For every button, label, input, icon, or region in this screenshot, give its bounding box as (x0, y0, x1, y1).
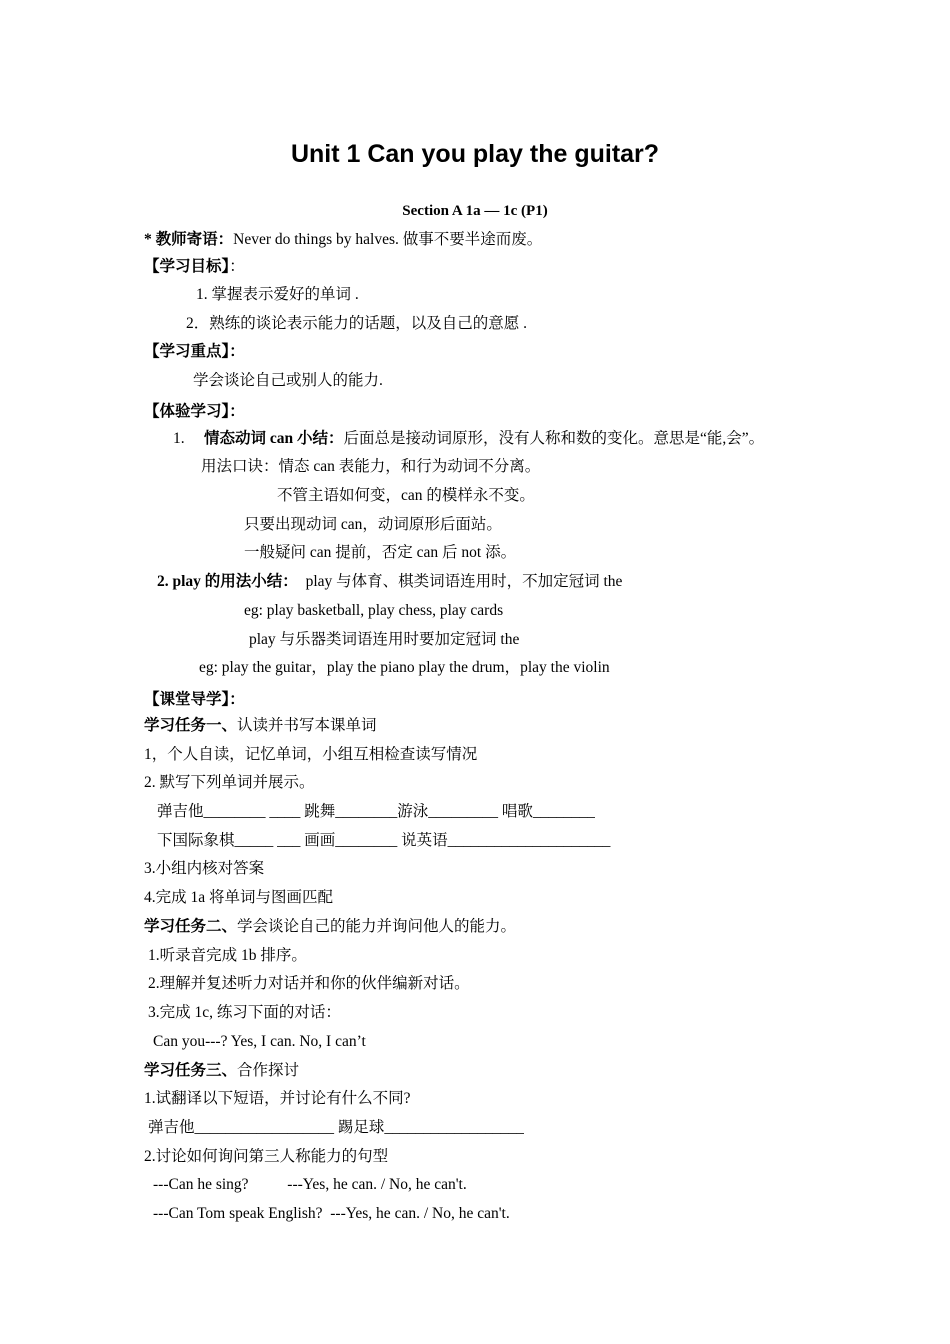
task2-line-1: 1.听录音完成 1b 排序。 (148, 947, 307, 964)
translate-blanks: 弹吉他__________________ 踢足球__________________ (148, 1119, 524, 1136)
task2-line-3: 3.完成 1c, 练习下面的对话： (148, 1004, 341, 1021)
rhyme-line-2: 不管主语如何变，can 的模样永不变。 (277, 487, 535, 504)
goals-heading-line (144, 257, 245, 277)
experience-heading: 【体验学习】： (144, 403, 245, 420)
task1-label: 学习任务一、 (144, 717, 238, 734)
task1-text: 认读并书写本课单词 (237, 717, 377, 734)
task1-heading (144, 716, 377, 736)
task3-label: 学习任务三、 (144, 1062, 238, 1079)
goals-heading-colon: ： (229, 258, 245, 275)
play-summary (157, 572, 622, 592)
play-rule-2: play 与乐器类词语连用时要加定冠词 the (249, 631, 520, 648)
modal-can-label: 情态动词 can 小结： (204, 430, 344, 447)
dialogue-line-1: ---Can he sing? ---Yes, he can. / No, he can't. (153, 1176, 467, 1193)
play-example-2: eg: play the guitar，play the piano play the drum，play the violin (199, 659, 610, 676)
play-example-1: eg: play basketball, play chess, play cards (244, 602, 504, 619)
task2-heading (144, 917, 516, 937)
vocab-blanks-1: 弹吉他________ ____ 跳舞________游泳_________ 唱歌________ (157, 803, 595, 820)
goals-heading: 【学习目标】 (144, 258, 230, 275)
task1-line-1: 1，个人自读，记忆单词，小组互相检查读写情况 (144, 746, 478, 763)
dialogue-line-2: ---Can Tom speak English? ---Yes, he can. / No, he can't. (153, 1205, 510, 1222)
goal-item-2: 2．熟练的谈论表示能力的话题，以及自己的意愿 . (186, 315, 528, 332)
vocab-blanks-2: 下国际象棋_____ ___ 画画________ 说英语_____________________ (157, 832, 611, 849)
task3-text: 合作探讨 (237, 1062, 300, 1079)
section-subtitle: Section A 1a — 1c (P1) (402, 203, 548, 219)
rhyme-line-4: 一般疑问 can 提前，否定 can 后 not 添。 (244, 544, 517, 561)
task2-line-2: 2.理解并复述听力对话并和你的伙伴编新对话。 (148, 975, 470, 992)
modal-can-number: 1. (173, 430, 185, 447)
play-summary-text: play 与体育、棋类词语连用时，不加定冠词 the (305, 573, 623, 590)
task2-text: 学会谈论自己的能力并询问他人的能力。 (237, 918, 517, 935)
page-title: Unit 1 Can you play the guitar? (290, 140, 660, 168)
play-summary-label: 2. play 的用法小结： (157, 573, 298, 590)
key-points-heading: 【学习重点】： (144, 343, 245, 360)
modal-can-text: 后面总是接动词原形，没有人称和数的变化。意思是“能,会”。 (343, 430, 765, 447)
modal-can-summary (173, 429, 764, 449)
task1-line-2: 2. 默写下列单词并展示。 (144, 774, 315, 791)
task2-dialogue: Can you---? Yes, I can. No, I can’t (153, 1033, 366, 1050)
teacher-note-label: * 教师寄语： (144, 231, 234, 248)
classroom-heading: 【课堂导学】： (144, 691, 245, 708)
rhyme-line-1: 用法口诀：情态 can 表能力，和行为动词不分离。 (201, 458, 541, 475)
task3-heading (144, 1061, 299, 1081)
task1-line-6: 4.完成 1a 将单词与图画匹配 (144, 889, 334, 906)
task3-line-3: 2.讨论如何询问第三人称能力的句型 (144, 1148, 389, 1165)
rhyme-line-3: 只要出现动词 can，动词原形后面站。 (244, 516, 502, 533)
task1-line-5: 3.小组内核对答案 (144, 860, 265, 877)
task3-line-1: 1.试翻译以下短语，并讨论有什么不同? (144, 1090, 411, 1107)
key-points-text: 学会谈论自己或别人的能力. (193, 372, 383, 389)
teacher-note (144, 230, 542, 250)
teacher-note-text: Never do things by halves. 做事不要半途而废。 (233, 231, 543, 248)
task2-label: 学习任务二、 (144, 918, 238, 935)
goal-item-1: 1. 掌握表示爱好的单词 . (196, 286, 359, 303)
